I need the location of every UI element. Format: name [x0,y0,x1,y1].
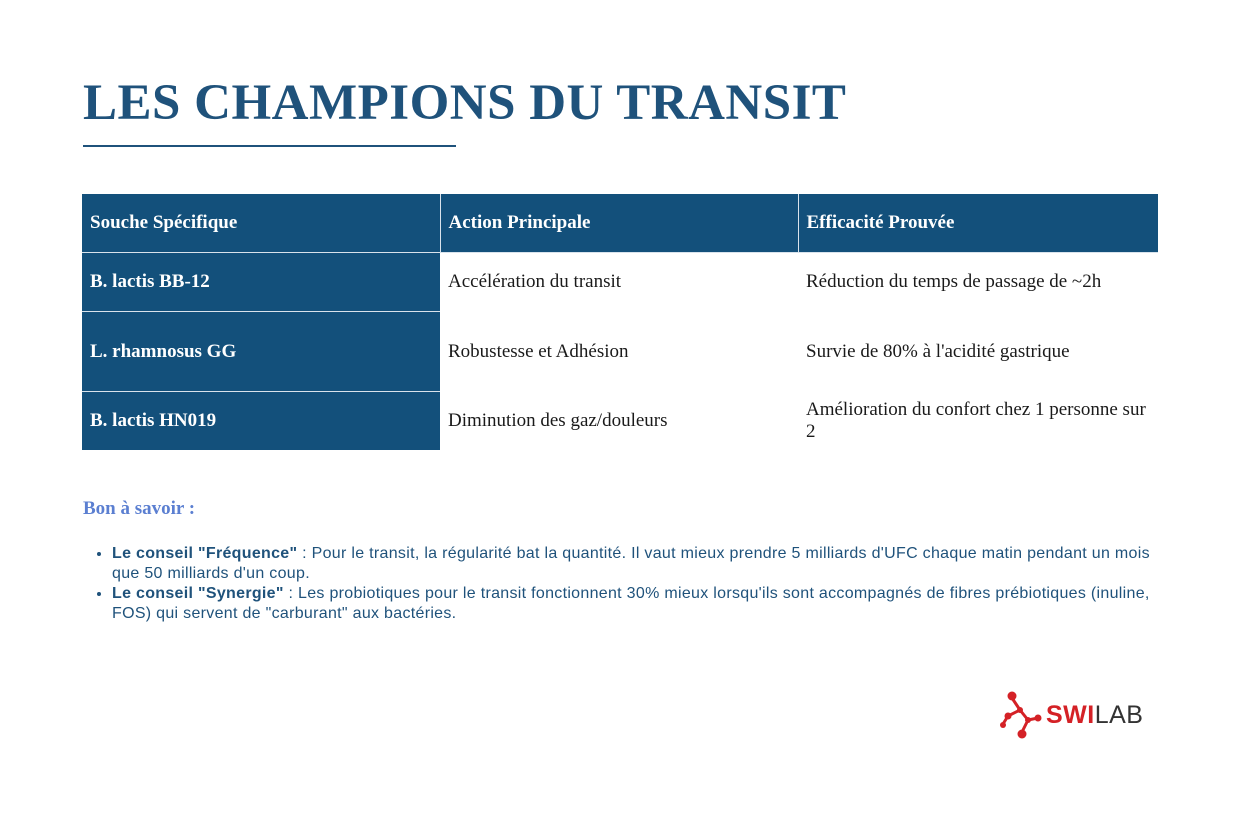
table-row [82,312,1158,392]
tip-text: : Les probiotiques pour le transit fonctionnent 30% mieux lorsqu'ils sont accompagnés de fibres prébiotiques (inuline, FOS) qui servent de "carburant" aux bactéries. [112,585,1150,622]
action-cell: Accélération du transit [448,271,622,293]
table-row [82,392,1158,451]
molecule-icon [998,688,1042,742]
strain-cell: B. lactis HN019 [82,392,440,451]
strains-table [82,194,1158,450]
tip-text: : Pour le transit, la régularité bat la quantité. Il vaut mieux prendre 5 milliards d'UFC chaque matin pendant un mois que 50 milliards d'un coup. [112,545,1150,582]
logo-wordmark [1046,700,1144,729]
tip-label: Le conseil "Fréquence" [112,545,298,562]
logo-text-swi: SWI [1046,700,1095,729]
tip-label: Le conseil "Synergie" [112,585,284,602]
tips-list [83,544,1172,624]
table-row [82,253,1158,312]
strain-cell: L. rhamnosus GG [82,312,440,392]
action-cell: Diminution des gaz/douleurs [448,409,668,431]
strain-cell: B. lactis BB-12 [82,253,440,312]
page-title: LES CHAMPIONS DU TRANSIT [83,75,847,131]
title-underline [83,145,456,147]
efficacy-cell: Réduction du temps de passage de ~2h [806,271,1102,293]
efficacy-cell: Amélioration du confort chez 1 personne sur 2 [806,398,1146,442]
list-item [112,544,1172,584]
tips-heading: Bon à savoir : [83,498,196,519]
column-header-efficacy: Efficacité Prouvée [798,194,1158,253]
column-header-action: Action Principale [440,194,798,253]
list-item [112,584,1172,624]
table-header-row [82,194,1158,253]
swilab-logo [998,688,1143,742]
logo-text-lab: LAB [1094,700,1144,729]
efficacy-cell: Survie de 80% à l'acidité gastrique [806,340,1070,362]
action-cell: Robustesse et Adhésion [448,340,629,362]
column-header-strain: Souche Spécifique [82,194,440,253]
